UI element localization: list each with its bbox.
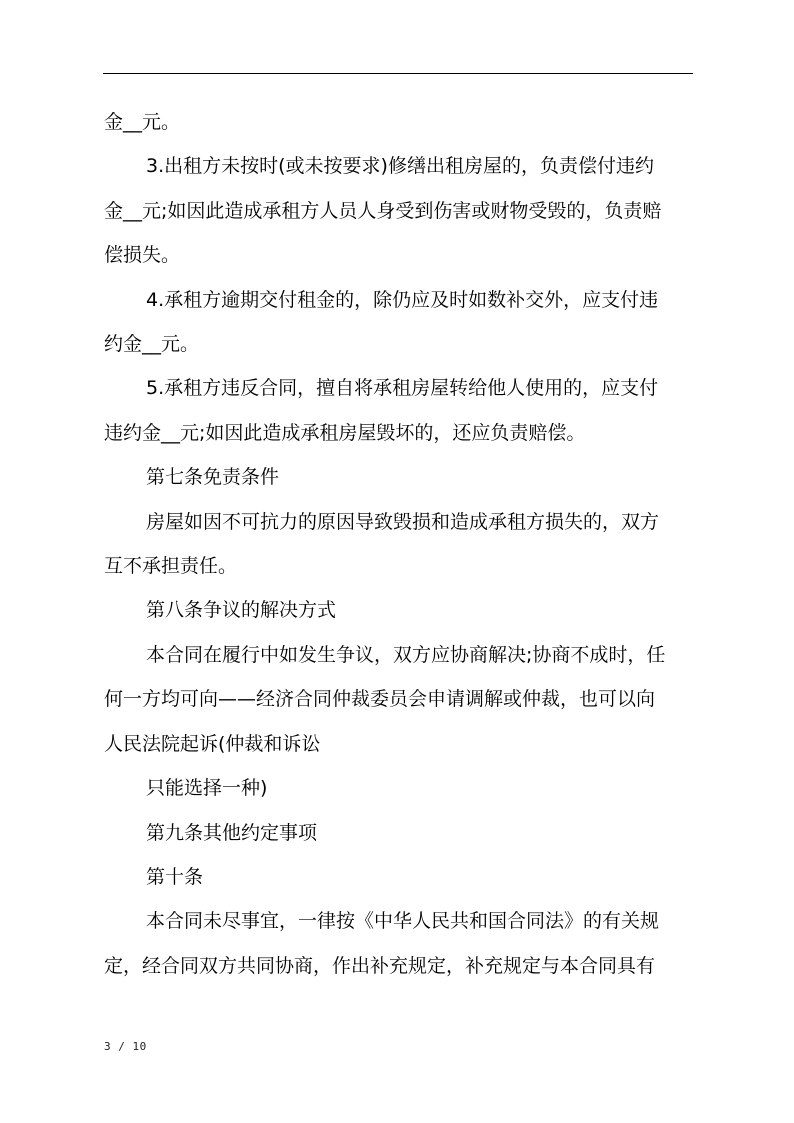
article-7-heading: 第七条免责条件 <box>146 466 280 489</box>
clause-3-line: 3.出租方未按时(或未按要求)修缮出租房屋的，负责偿付违约 <box>146 155 654 178</box>
text-line: 互不承担责任。 <box>104 555 238 578</box>
text-line: 本合同在履行中如发生争议，双方应协商解决;协商不成时，任 <box>146 643 666 666</box>
text-line: 偿损失。 <box>104 244 181 267</box>
header-rule <box>103 73 693 74</box>
text-line: 本合同未尽事宜，一律按《中华人民共和国合同法》的有关规 <box>146 910 660 933</box>
text-line: 约金__元。 <box>104 333 200 356</box>
text-line: 金__元;如因此造成承租方人员人身受到伤害或财物受毁的，负责赔 <box>104 199 662 222</box>
text-line: 何一方均可向——经济合同仲裁委员会申请调解或仲裁，也可以向 <box>104 688 656 711</box>
article-8-heading: 第八条争议的解决方式 <box>146 599 337 622</box>
text-line: 房屋如因不可抗力的原因导致毁损和造成承租方损失的，双方 <box>146 510 660 533</box>
document-body <box>104 100 694 988</box>
text-line: 只能选择一种) <box>146 777 268 800</box>
text-line: 定，经合同双方共同协商，作出补充规定，补充规定与本合同具有 <box>104 954 656 977</box>
clause-5-line: 5.承租方违反合同，擅自将承租房屋转给他人使用的，应支付 <box>146 377 659 400</box>
article-10-heading: 第十条 <box>146 865 204 888</box>
page-number: 3 / 10 <box>104 1040 147 1053</box>
article-9-heading: 第九条其他约定事项 <box>146 821 318 844</box>
text-line: 人民法院起诉(仲裁和诉讼 <box>104 732 321 755</box>
text-line: 金__元。 <box>104 111 181 133</box>
text-line: 违约金__元;如因此造成承租房屋毁坏的，还应负责赔偿。 <box>104 421 586 444</box>
clause-4-line: 4.承租方逾期交付租金的，除仍应及时如数补交外，应支付违 <box>146 288 659 311</box>
